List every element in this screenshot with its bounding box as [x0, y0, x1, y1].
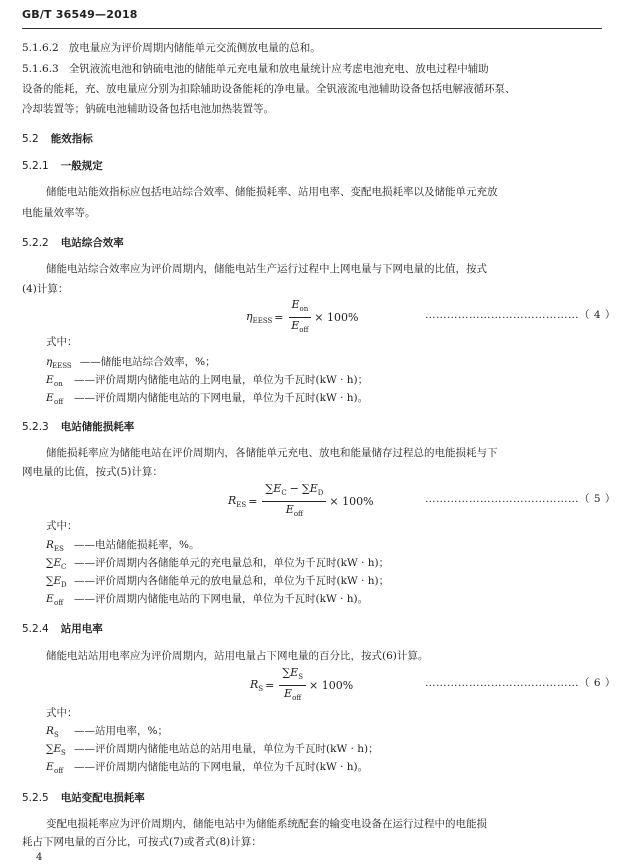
paragraph-line: (4)计算：	[22, 283, 69, 295]
section-title: 站用电率	[60, 623, 103, 635]
clause-5163-line3: 冷却装置等；钠硫电池辅助设备包括电池加热装置等。	[22, 103, 274, 115]
where-label: 式中：	[46, 520, 78, 532]
section-number: 5.2	[22, 133, 39, 145]
definition-row: Eoff ——评价周期内储能电站的下网电量，单位为千瓦时(kW · h)。	[46, 392, 369, 406]
paragraph-line: 耗占下网电量的百分比，可按式(7)或者式(8)计算：	[22, 836, 262, 848]
fraction: $\frac{\sum E_S}{E_{off}}$	[279, 666, 306, 705]
section-number: 5.2.5	[22, 792, 49, 804]
definition-row: Eon ——评价周期内储能电站的上网电量，单位为千瓦时(kW · h)；	[46, 374, 369, 388]
section-title: 能效指标	[50, 133, 93, 145]
clause-5163-line1	[22, 61, 489, 78]
header-rule	[22, 28, 602, 29]
standard-code: GB/T 36549—2018	[22, 8, 138, 21]
section-heading-522	[22, 235, 124, 250]
section-title: 电站变配电损耗率	[60, 792, 145, 804]
formula-5	[228, 482, 374, 521]
equation-number-6: ……………………………………（ 6 ）	[425, 677, 616, 689]
clause-text: 放电量应为评价周期内储能单元交流侧放电量的总和。	[68, 42, 321, 54]
paragraph-line: 网电量的比值，按式(5)计算：	[22, 466, 163, 478]
percent-factor: × 100%	[314, 311, 359, 324]
formula-6	[250, 666, 353, 705]
percent-factor: × 100%	[309, 679, 354, 692]
paragraph-line: 储能电站能效指标应包括电站综合效率、储能损耗率、站用电率、变配电损耗率以及储能单元充放	[46, 186, 498, 198]
definition-row: RES ——电站储能损耗率，%。	[46, 539, 200, 553]
definition-row: Eoff ——评价周期内储能电站的下网电量，单位为千瓦时(kW · h)。	[46, 593, 369, 607]
fraction: $\frac{\sum E_C - \sum E_D}{E_{off}}$	[262, 482, 326, 521]
equation-number-5: ……………………………………（ 5 ）	[425, 493, 616, 505]
paragraph-line: 储能电站站用电率应为评价周期内，站用电量占下网电量的百分比，按式(6)计算。	[46, 650, 429, 662]
equals-sign: =	[248, 495, 258, 508]
equals-sign: =	[265, 679, 275, 692]
clause-number: 5.1.6.2	[22, 42, 59, 54]
definition-row: ∑ES ——评价周期内储能电站总的站用电量，单位为千瓦时(kW · h)；	[46, 743, 379, 757]
section-heading-523	[22, 419, 134, 434]
fraction: $\frac{E_{on}}{E_{off}}$	[289, 298, 312, 337]
section-heading-524	[22, 621, 103, 636]
section-title: 电站综合效率	[60, 237, 124, 249]
section-heading-52	[22, 131, 93, 146]
section-heading-521	[22, 158, 103, 173]
section-title: 一般规定	[60, 160, 103, 172]
clause-5162	[22, 40, 321, 57]
formula-lhs: $R_S$	[250, 678, 264, 693]
paragraph-line: 变配电损耗率应为评价周期内，储能电站中为储能系统配套的输变电设备在运行过程中的电能损	[46, 818, 487, 830]
page-number: 4	[36, 852, 43, 863]
clause-number: 5.1.6.3	[22, 63, 59, 75]
equals-sign: =	[274, 311, 284, 324]
where-label: 式中：	[46, 707, 78, 719]
section-number: 5.2.3	[22, 421, 49, 433]
paragraph-line: 储能电站综合效率应为评价周期内，储能电站生产运行过程中上网电量与下网电量的比值，按式	[46, 263, 487, 275]
where-label: 式中：	[46, 336, 78, 348]
definition-row: Eoff ——评价周期内储能电站的下网电量，单位为千瓦时(kW · h)。	[46, 761, 369, 775]
paragraph-line: 储能损耗率应为储能电站在评价周期内，各储能单元充电、放电和能量储存过程总的电能损耗与下	[46, 447, 498, 459]
paragraph-line: 电能量效率等。	[22, 207, 96, 219]
section-number: 5.2.2	[22, 237, 49, 249]
definition-row: RS ——站用电率，%；	[46, 725, 168, 739]
section-number: 5.2.4	[22, 623, 49, 635]
formula-lhs: $R_{ES}$	[228, 494, 247, 509]
formula-4	[246, 298, 358, 337]
percent-factor: × 100%	[329, 495, 374, 508]
definition-row: ∑EC ——评价周期内各储能单元的充电量总和，单位为千瓦时(kW · h)；	[46, 557, 390, 571]
clause-text: 全钒液流电池和钠硫电池的储能单元充电量和放电量统计应考虑电池充电、放电过程中辅助	[68, 63, 489, 75]
section-heading-525	[22, 790, 145, 805]
formula-lhs: $\eta_{EESS}$	[246, 310, 273, 325]
definition-row: $\eta_{EESS}$ ——储能电站综合效率，%；	[46, 356, 216, 370]
section-title: 电站储能损耗率	[60, 421, 135, 433]
equation-number-4: ……………………………………（ 4 ）	[425, 309, 616, 321]
definition-row: ∑ED ——评价周期内各储能单元的放电量总和，单位为千瓦时(kW · h)；	[46, 575, 390, 589]
section-number: 5.2.1	[22, 160, 49, 172]
clause-5163-line2: 设备的能耗，充、放电量应分别为扣除辅助设备能耗的净电量。全钒液流电池辅助设备包括电解液循环泵、	[22, 83, 516, 95]
